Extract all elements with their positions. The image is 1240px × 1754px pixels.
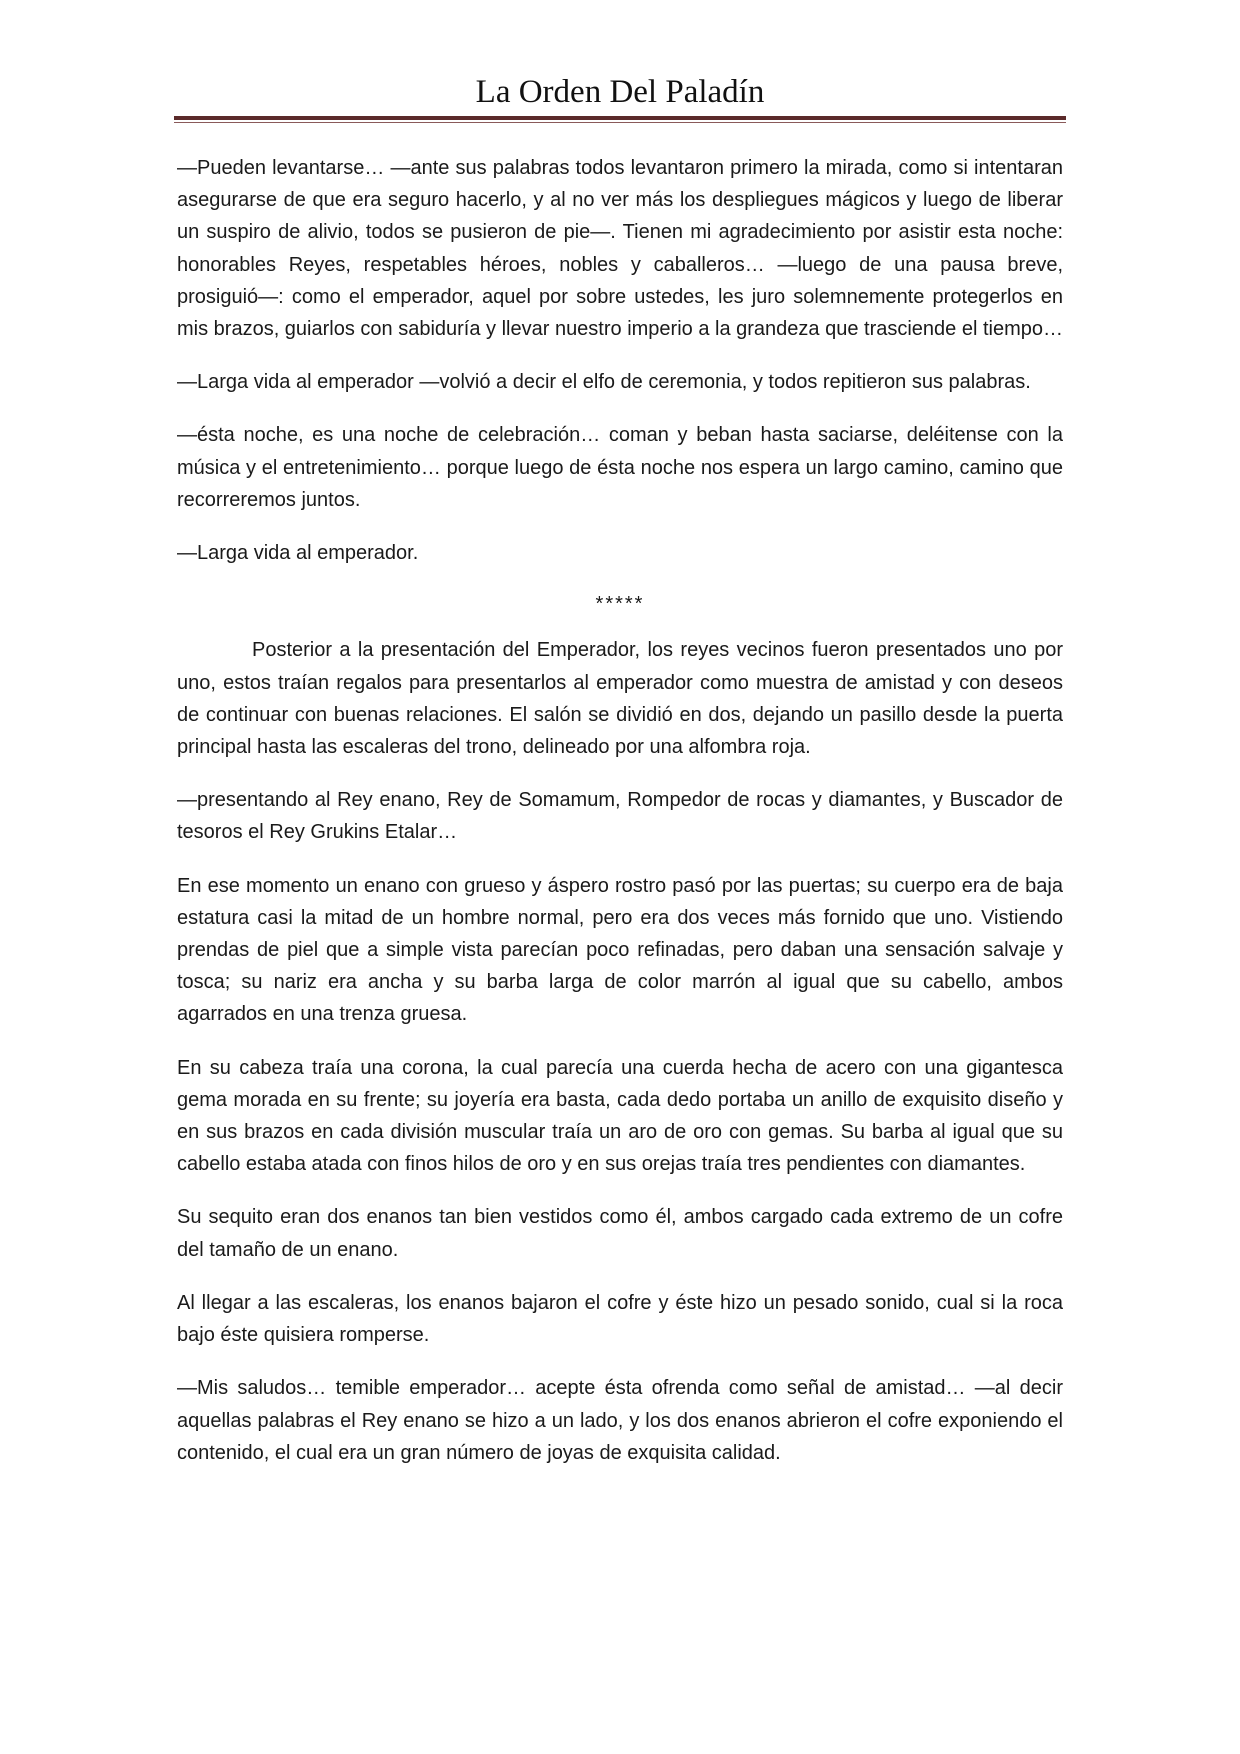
paragraph: —Larga vida al emperador —volvió a decir el elfo de ceremonia, y todos repitieron sus palabras. (177, 371, 1031, 394)
section-separator: ***** (595, 593, 645, 616)
document-body (177, 152, 1063, 1490)
paragraph: En su cabeza traía una corona, la cual parecía una cuerda hecha de acero con una gigantesca gema morada en su frente; su joyería era basta, cada dedo portaba un anillo de exquisito diseño y en sus brazos en cada división muscular traía un aro de oro con gemas. Su barba al igual que su cabello estaba atada con finos hilos de oro y en sus orejas traía tres pendientes con diamantes. (177, 1056, 1063, 1176)
paragraph: Posterior a la presentación del Emperador, los reyes vecinos fueron presentados uno por uno, estos traían regalos para presentarlos al emperador como muestra de amistad y con deseos de continuar con buenas relaciones. El salón se dividió en dos, dejando un pasillo desde la puerta principal hasta las escaleras del trono, delineado por una alfombra roja. (177, 639, 1063, 759)
header-rule (174, 116, 1066, 124)
header-rule-thin (174, 122, 1066, 123)
paragraph: —Larga vida al emperador. (177, 542, 419, 565)
paragraph: —presentando al Rey enano, Rey de Somamum, Rompedor de rocas y diamantes, y Buscador de tesoros el Rey Grukins Etalar… (177, 789, 1063, 844)
paragraph: Al llegar a las escaleras, los enanos bajaron el cofre y éste hizo un pesado sonido, cual si la roca bajo éste quisiera romperse. (177, 1291, 1063, 1347)
header-rule-thick (174, 116, 1066, 120)
paragraph: —Pueden levantarse… —ante sus palabras todos levantaron primero la mirada, como si intentaran asegurarse de que era seguro hacerlo, y al no ver más los despliegues mágicos y luego de liberar un suspiro de alivio, todos se pusieron de pie—. Tienen mi agradecimiento por asistir esta noche: honorables Reyes, respetables héroes, nobles y caballeros… —luego de una pausa breve, prosiguió—: como el emperador, aquel por sobre ustedes, les juro solemnemente protegerlos en mis brazos, guiarlos con sabiduría y llevar nuestro imperio a la grandeza que trasciende el tiempo… (177, 157, 1064, 341)
paragraph: —ésta noche, es una noche de celebración… coman y beban hasta saciarse, deléitense con la música y el entretenimiento… porque luego de ésta noche nos espera un largo camino, camino que recorreremos juntos. (177, 424, 1063, 511)
paragraph: —Mis saludos… temible emperador… acepte ésta ofrenda como señal de amistad… —al decir aquellas palabras el Rey enano se hizo a un lado, y los dos enanos abrieron el cofre exponiendo el contenido, el cual era un gran número de joyas de exquisita calidad. (177, 1377, 1063, 1464)
page-header-title: La Orden Del Paladín (475, 74, 765, 110)
paragraph: En ese momento un enano con grueso y áspero rostro pasó por las puertas; su cuerpo era de baja estatura casi la mitad de un hombre normal, pero era dos veces más fornido que uno. Vistiendo prendas de piel que a simple vista parecían poco refinadas, pero daban una sensación salvaje y tosca; su nariz era ancha y su barba larga de color marrón al igual que su cabello, ambos agarrados en una trenza gruesa. (177, 874, 1063, 1026)
paragraph: Su sequito eran dos enanos tan bien vestidos como él, ambos cargado cada extremo de un cofre del tamaño de un enano. (177, 1206, 1063, 1261)
